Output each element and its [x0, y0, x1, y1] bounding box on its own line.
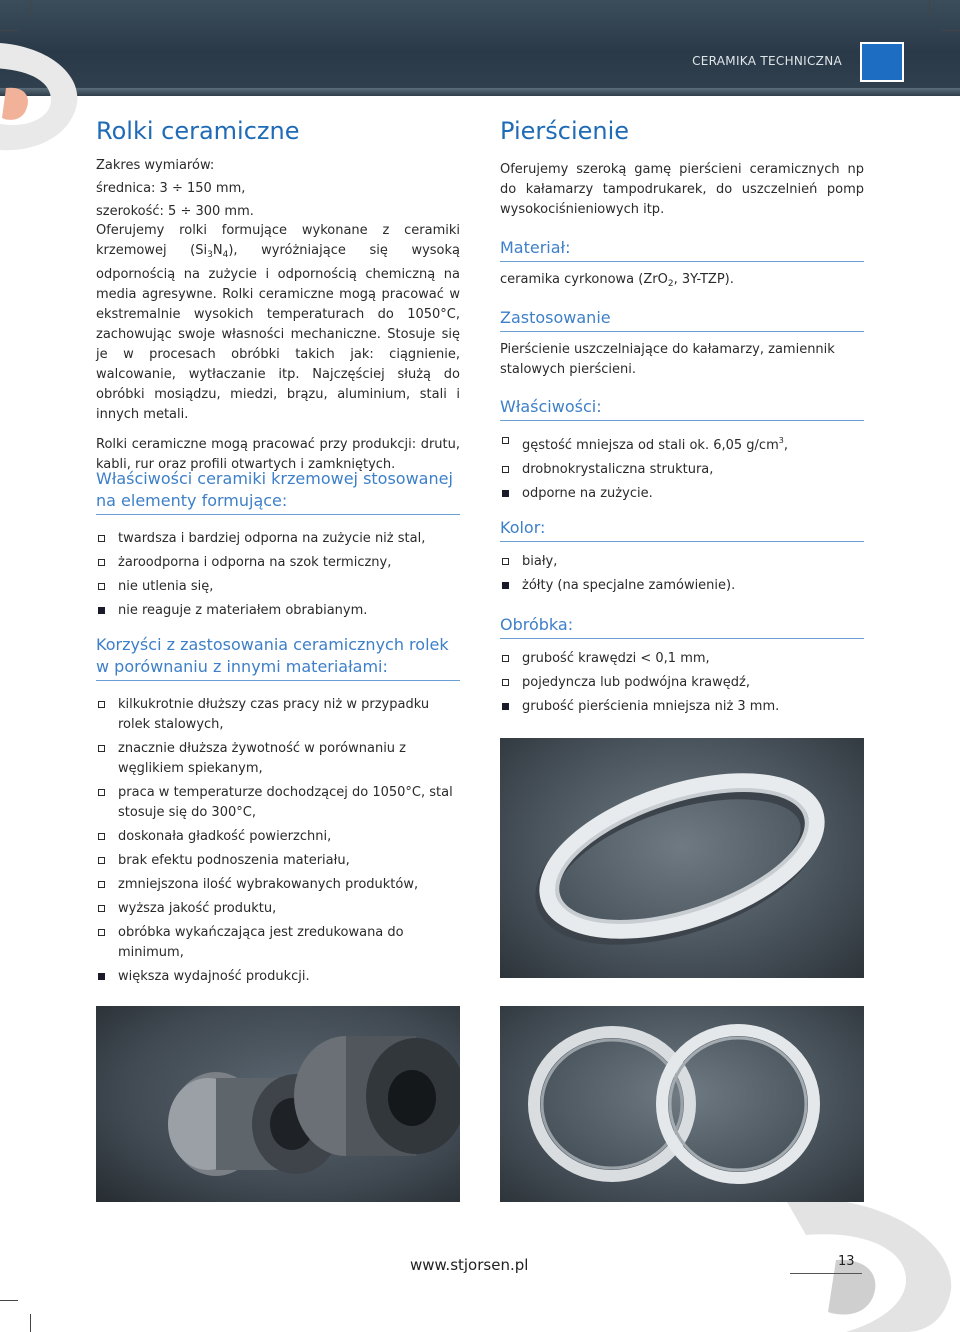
list-item-text: nie utlenia się, [118, 579, 214, 594]
machining-block [500, 614, 864, 721]
list-item-text: grubość krawędzi < 0,1 mm, [522, 651, 710, 666]
dimension-block [96, 156, 460, 222]
material-text-a: ceramika cyrkonowa (ZrO [500, 272, 668, 287]
list-item-text: żółty (na specjalne zamówienie). [522, 578, 736, 593]
material-text-b: , 3Y-TZP). [673, 272, 734, 287]
machining-heading: Obróbka: [500, 614, 864, 639]
properties-list [96, 529, 460, 621]
width-text: szerokość: 5 ÷ 300 mm. [96, 204, 254, 219]
list-item [500, 484, 864, 504]
intro-text-b: N [212, 243, 223, 258]
list-item [96, 851, 460, 871]
hollow-bullet-icon [502, 466, 509, 473]
color-list [500, 552, 864, 596]
list-item [96, 553, 460, 573]
two-rings-photo [500, 1006, 864, 1202]
list-item-text: znacznie dłuższa żywotność w porównaniu z węglikiem spiekanym, [118, 741, 406, 776]
left-properties [96, 468, 460, 625]
rings-properties-block [500, 396, 864, 508]
list-item-text: wyższa jakość produktu, [118, 901, 277, 916]
intro-text-c: ), wyróżniające się wysoką odpornością na zużycie i odpornością chemiczną na media agresywne. Rolki ceramiczne mogą pracować w ekstremalnie wysokich temperaturach do 1050°C, zachowując swoje własności mechaniczne. Stosuje się je w procesach obróbki takich jak: ciągnienie, walcowanie, wytłaczanie itp. Najczęściej służą do obróbki mosiądzu, miedzi, brązu, aluminium, stali i innych metali. [96, 243, 460, 422]
list-item-text-end: , [783, 438, 788, 453]
machining-list [500, 649, 864, 717]
benefits-list [96, 695, 460, 987]
list-item [500, 649, 864, 669]
list-item [96, 923, 460, 963]
list-item [96, 827, 460, 847]
list-item [96, 899, 460, 919]
hollow-bullet-icon [502, 437, 509, 444]
usage-paragraph: Pierścienie uszczelniające do kałamarzy, zamiennik stalowych pierścieni. [500, 342, 835, 377]
material-block [500, 237, 864, 294]
material-heading: Materiał: [500, 237, 864, 262]
list-item [96, 577, 460, 597]
rings-intro-paragraph: Oferujemy szeroką gamę pierścieni ceramicznych np do kałamarzy tampodrukarek, do uszczelnień pomp wysokociśnieniowych itp. [500, 162, 864, 217]
hollow-bullet-icon [98, 929, 105, 936]
hollow-bullet-icon [98, 745, 105, 752]
usage-block [500, 307, 864, 380]
list-item [500, 552, 864, 572]
list-item-text: twardsza i bardziej odporna na zużycie niż stal, [118, 531, 426, 546]
properties-heading: Właściwości ceramiki krzemowej stosowanej na elementy formujące: [96, 468, 460, 515]
hollow-bullet-icon [98, 583, 105, 590]
rollers-image [96, 1006, 460, 1202]
list-item-text: biały, [522, 554, 558, 569]
filled-bullet-icon [502, 582, 509, 589]
filled-bullet-icon [502, 490, 509, 497]
logo-mark-icon [0, 38, 86, 153]
usage-heading: Zastosowanie [500, 307, 864, 332]
logo-mark-corner-icon [756, 1190, 956, 1332]
crop-mark [30, 1314, 31, 1332]
list-item [500, 697, 864, 717]
hollow-bullet-icon [98, 857, 105, 864]
production-paragraph: Rolki ceramiczne mogą pracować przy produkcji: drutu, kabli, rur oraz profili otwartych i zamkniętych. [96, 437, 460, 472]
list-item [96, 783, 460, 823]
list-item-text: gęstość mniejsza od stali ok. 6,05 g/cm [522, 438, 779, 453]
list-item [96, 695, 460, 735]
material-paragraph [500, 270, 864, 294]
hollow-bullet-icon [98, 905, 105, 912]
superscript: 3 [778, 436, 784, 445]
left-intro [96, 221, 460, 475]
list-item [96, 739, 460, 779]
list-item [96, 601, 460, 621]
list-item-text: żaroodporna i odporna na szok termiczny, [118, 555, 392, 570]
footer-url-link[interactable]: www.stjorsen.pl [410, 1256, 529, 1274]
left-benefits [96, 634, 460, 991]
ring-image [500, 738, 864, 978]
list-item-text: doskonała gładkość powierzchni, [118, 829, 332, 844]
filled-bullet-icon [98, 607, 105, 614]
right-title: Pierścienie [500, 117, 630, 145]
hollow-bullet-icon [98, 833, 105, 840]
page-number: 13 [838, 1254, 855, 1269]
list-item-text: nie reaguje z materiałem obrabianym. [118, 603, 368, 618]
list-item [500, 431, 864, 456]
crop-mark [0, 1300, 18, 1301]
material-subscript: 2 [667, 279, 674, 289]
hollow-bullet-icon [502, 655, 509, 662]
color-heading: Kolor: [500, 517, 864, 542]
rings-properties-list [500, 431, 864, 504]
rollers-photo [96, 1006, 460, 1202]
hollow-bullet-icon [98, 559, 105, 566]
crop-mark [942, 30, 960, 31]
list-item-text: brak efektu podnoszenia materiału, [118, 853, 350, 868]
list-item-text: drobnokrystaliczna struktura, [522, 462, 714, 477]
ring-photo [500, 738, 864, 978]
filled-bullet-icon [502, 703, 509, 710]
list-item-text: zmniejszona ilość wybrakowanych produktów, [118, 877, 419, 892]
rings-properties-heading: Właściwości: [500, 396, 864, 421]
list-item-text: większa wydajność produkcji. [118, 969, 310, 984]
intro-subscript-1: 3 [207, 250, 213, 260]
header-accent-square [860, 42, 904, 82]
right-intro [500, 160, 864, 220]
list-item [500, 460, 864, 480]
crop-mark [0, 30, 18, 31]
list-item-text: pojedyncza lub podwójna krawędź, [522, 675, 750, 690]
page-number-rule [790, 1273, 862, 1274]
hollow-bullet-icon [98, 535, 105, 542]
list-item [500, 576, 864, 596]
range-label: Zakres wymiarów: [96, 158, 215, 173]
left-title: Rolki ceramiczne [96, 117, 300, 145]
list-item-text: grubość pierścienia mniejsza niż 3 mm. [522, 699, 780, 714]
hollow-bullet-icon [98, 789, 105, 796]
list-item [96, 875, 460, 895]
header-band [0, 0, 960, 96]
filled-bullet-icon [98, 973, 105, 980]
list-item-text: kilkukrotnie dłuższy czas pracy niż w przypadku rolek stalowych, [118, 697, 430, 732]
list-item [96, 529, 460, 549]
diameter-text: średnica: 3 ÷ 150 mm, [96, 181, 246, 196]
hollow-bullet-icon [502, 679, 509, 686]
header-stripe [0, 88, 960, 96]
list-item-text: praca w temperaturze dochodzącej do 1050°C, stal stosuje się do 300°C, [118, 785, 453, 820]
list-item [500, 673, 864, 693]
list-item [96, 967, 460, 987]
crop-mark [929, 0, 930, 18]
header-title: CERAMIKA TECHNICZNA [692, 54, 842, 68]
list-item-text: obróbka wykańczająca jest zredukowana do minimum, [118, 925, 404, 960]
intro-paragraph [96, 221, 460, 425]
hollow-bullet-icon [502, 558, 509, 565]
intro-subscript-2: 4 [222, 250, 229, 260]
hollow-bullet-icon [98, 881, 105, 888]
list-item-text: odporne na zużycie. [522, 486, 653, 501]
color-block [500, 517, 864, 600]
benefits-heading: Korzyści z zastosowania ceramicznych rolek w porównaniu z innymi materiałami: [96, 634, 460, 681]
hollow-bullet-icon [98, 701, 105, 708]
intro-text-a: Oferujemy rolki formujące wykonane z ceramiki krzemowej (Si [96, 223, 460, 258]
two-rings-image [500, 1006, 864, 1202]
crop-mark [30, 0, 31, 18]
